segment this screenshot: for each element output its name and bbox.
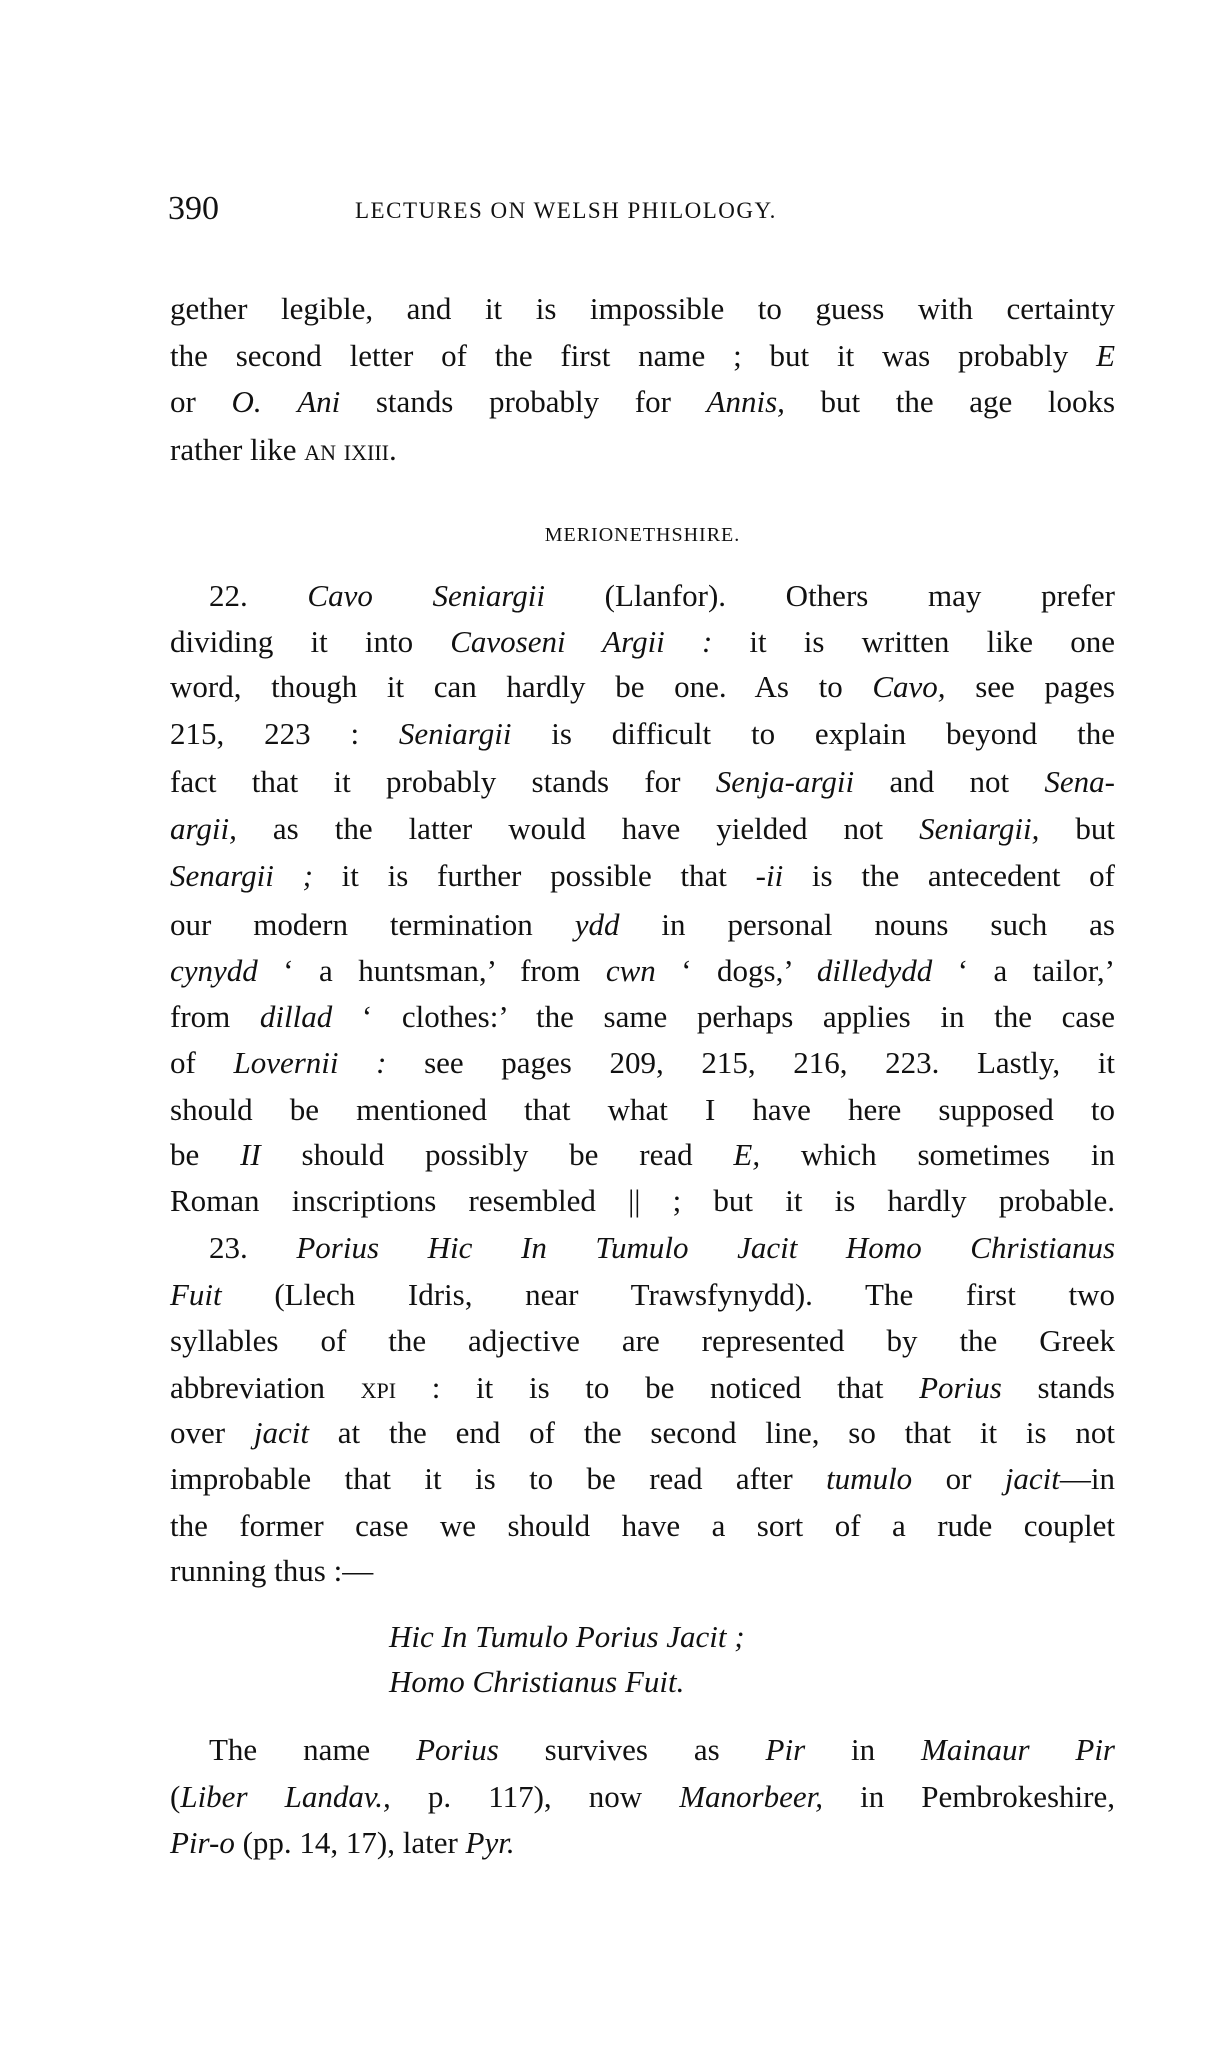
- text-line: [170, 1548, 1115, 1594]
- italic-text: argii,: [170, 811, 237, 846]
- italic-text: II: [240, 1137, 261, 1172]
- text-segment: gether legible, and it is impossible to guess with certainty: [170, 291, 1115, 326]
- italic-text: O.: [231, 384, 262, 419]
- text-segment: and not: [854, 764, 1045, 799]
- text-line: [209, 1727, 1115, 1773]
- text-segment: : it is to be noticed that: [396, 1370, 920, 1405]
- text-segment: or: [170, 384, 232, 419]
- text-segment: syllables of the adjective are represented by the Greek: [170, 1323, 1115, 1358]
- italic-text: Seniargii: [398, 716, 512, 751]
- text-segment: abbreviation: [170, 1370, 361, 1405]
- text-line: [170, 1456, 1115, 1502]
- italic-text: Pyr.: [465, 1825, 515, 1860]
- text-segment: stands probably for: [340, 384, 707, 419]
- text-segment: of: [170, 1045, 234, 1080]
- text-segment: or: [912, 1461, 1005, 1496]
- text-segment: in Pembrokeshire,: [823, 1779, 1115, 1814]
- italic-text: jacit: [253, 1415, 309, 1450]
- text-line: [170, 1087, 1115, 1133]
- text-segment: as the latter would have yielded not: [236, 811, 920, 846]
- text-line: [170, 1820, 1115, 1866]
- text-line: [170, 1318, 1115, 1364]
- italic-text: Porius: [416, 1732, 499, 1767]
- italic-text: dilledydd: [816, 953, 933, 988]
- text-segment: (pp. 14, 17), later: [234, 1825, 466, 1860]
- italic-text: cynydd: [170, 953, 258, 988]
- text-line: [170, 1774, 1115, 1820]
- text-segment: be: [170, 1137, 241, 1172]
- page-number: 390: [168, 190, 219, 227]
- text-segment: which sometimes in: [760, 1137, 1115, 1172]
- text-segment: dividing it into: [170, 624, 451, 659]
- text-segment: it is written like one: [712, 624, 1115, 659]
- text-line: [170, 1132, 1115, 1178]
- text-segment: our modern termination: [170, 907, 575, 942]
- text-line: [170, 994, 1115, 1040]
- text-segment: p. 117), now: [390, 1779, 680, 1814]
- italic-text: Cavoseni Argii :: [450, 624, 713, 659]
- text-line: [170, 1503, 1115, 1549]
- text-line: [170, 1272, 1115, 1318]
- text-segment: should be mentioned that what I have here supposed to: [170, 1092, 1115, 1127]
- italic-text: E: [1096, 338, 1115, 373]
- text-segment: in: [805, 1732, 922, 1767]
- text-line: [170, 711, 1115, 757]
- text-line: [170, 759, 1115, 805]
- text-segment: the former case we should have a sort of a rude couplet: [170, 1508, 1115, 1543]
- italic-text: Senargii ;: [170, 858, 313, 893]
- italic-text: Mainaur Pir: [921, 1732, 1115, 1767]
- italic-text: Porius: [919, 1370, 1002, 1405]
- text-segment: the second letter of the first name ; but it was probably: [170, 338, 1097, 373]
- text-segment: survives as: [498, 1732, 766, 1767]
- running-title: LECTURES ON WELSH PHILOLOGY.: [355, 198, 777, 223]
- text-segment: is the antecedent of: [783, 858, 1115, 893]
- text-segment: —in: [1059, 1461, 1115, 1496]
- text-line: [170, 1178, 1115, 1224]
- text-line: [170, 286, 1115, 332]
- italic-text: Lovernii :: [233, 1045, 387, 1080]
- text-line: [170, 1040, 1115, 1086]
- text-segment: but: [1039, 811, 1115, 846]
- italic-text: Liber Landav.,: [180, 1779, 391, 1814]
- text-line: [170, 948, 1115, 994]
- text-segment: word, though it can hardly be one. As to: [170, 669, 873, 704]
- italic-text: dillad: [259, 999, 333, 1034]
- text-segment: [262, 384, 298, 419]
- text-segment: but the age looks: [784, 384, 1116, 419]
- text-segment: stands: [1001, 1370, 1115, 1405]
- text-line: [170, 333, 1115, 379]
- text-line: [209, 573, 1115, 619]
- italic-text: Cavo,: [872, 669, 946, 704]
- italic-text: cwn: [605, 953, 656, 988]
- text-segment: should possibly be read: [260, 1137, 734, 1172]
- text-segment: The name: [209, 1732, 417, 1767]
- text-line: [170, 1410, 1115, 1456]
- text-segment: ‘ a huntsman,’ from: [257, 953, 606, 988]
- text-segment: (Llanfor). Others may prefer: [545, 578, 1115, 613]
- italic-text: Senja-argii: [715, 764, 855, 799]
- section-heading: [170, 512, 1115, 558]
- verse-line: [389, 1614, 745, 1660]
- italic-text: Hic In Tumulo Porius Jacit ;: [389, 1619, 745, 1654]
- text-line: [170, 1365, 1115, 1411]
- italic-text: Annis,: [706, 384, 785, 419]
- italic-text: tumulo: [826, 1461, 913, 1496]
- italic-text: E,: [733, 1137, 761, 1172]
- italic-text: Porius Hic In Tumulo Jacit Homo Christianus: [296, 1230, 1116, 1265]
- italic-text: Pir-o: [170, 1825, 235, 1860]
- italic-text: Homo Christianus Fuit.: [389, 1664, 685, 1699]
- text-segment: running thus :—: [170, 1553, 374, 1588]
- text-segment: ‘ clothes:’ the same perhaps applies in the case: [332, 999, 1116, 1034]
- text-segment: ‘ dogs,’: [655, 953, 817, 988]
- italic-text: Seniargii,: [919, 811, 1040, 846]
- text-line: [170, 379, 1115, 425]
- text-segment: from: [170, 999, 260, 1034]
- italic-text: jacit: [1004, 1461, 1060, 1496]
- text-line: [170, 664, 1115, 710]
- text-segment: at the end of the second line, so that it is not: [308, 1415, 1115, 1450]
- text-segment: 22.: [209, 578, 308, 613]
- text-segment: over: [170, 1415, 254, 1450]
- text-segment: Roman inscriptions resembled || ; but it is hardly probable.: [170, 1183, 1115, 1218]
- small-caps-text: xpi: [360, 1370, 397, 1405]
- italic-text: Ani: [297, 384, 341, 419]
- italic-text: Cavo Seniargii: [307, 578, 546, 613]
- text-segment: MERIONETHSHIRE.: [544, 524, 741, 546]
- text-segment: (: [170, 1779, 181, 1814]
- text-segment: improbable that it is to be read after: [170, 1461, 827, 1496]
- text-segment: fact that it probably stands for: [170, 764, 716, 799]
- text-line: [170, 902, 1115, 948]
- text-segment: in personal nouns such as: [619, 907, 1115, 942]
- text-line: [170, 427, 1115, 473]
- verse-line: [389, 1659, 684, 1705]
- small-caps-text: an ixiii.: [304, 432, 397, 467]
- italic-text: ydd: [574, 907, 620, 942]
- text-line: [209, 1225, 1115, 1271]
- text-segment: 23.: [209, 1230, 297, 1265]
- text-line: [170, 619, 1115, 665]
- text-segment: rather like: [170, 432, 305, 467]
- text-line: [170, 853, 1115, 899]
- text-segment: (Llech Idris, near Trawsfynydd). The first two: [221, 1277, 1115, 1312]
- text-segment: it is further possible that: [312, 858, 756, 893]
- italic-text: Sena-: [1044, 764, 1115, 799]
- text-segment: see pages: [945, 669, 1116, 704]
- italic-text: Pir: [765, 1732, 806, 1767]
- text-line: [170, 806, 1115, 852]
- text-segment: is difficult to explain beyond the: [511, 716, 1115, 751]
- text-segment: ‘ a tailor,’: [932, 953, 1115, 988]
- text-segment: see pages 209, 215, 216, 223. Lastly, it: [386, 1045, 1116, 1080]
- italic-text: Fuit: [170, 1277, 222, 1312]
- text-segment: 215, 223 :: [170, 716, 399, 751]
- italic-text: -ii: [755, 858, 784, 893]
- italic-text: Manorbeer,: [679, 1779, 823, 1814]
